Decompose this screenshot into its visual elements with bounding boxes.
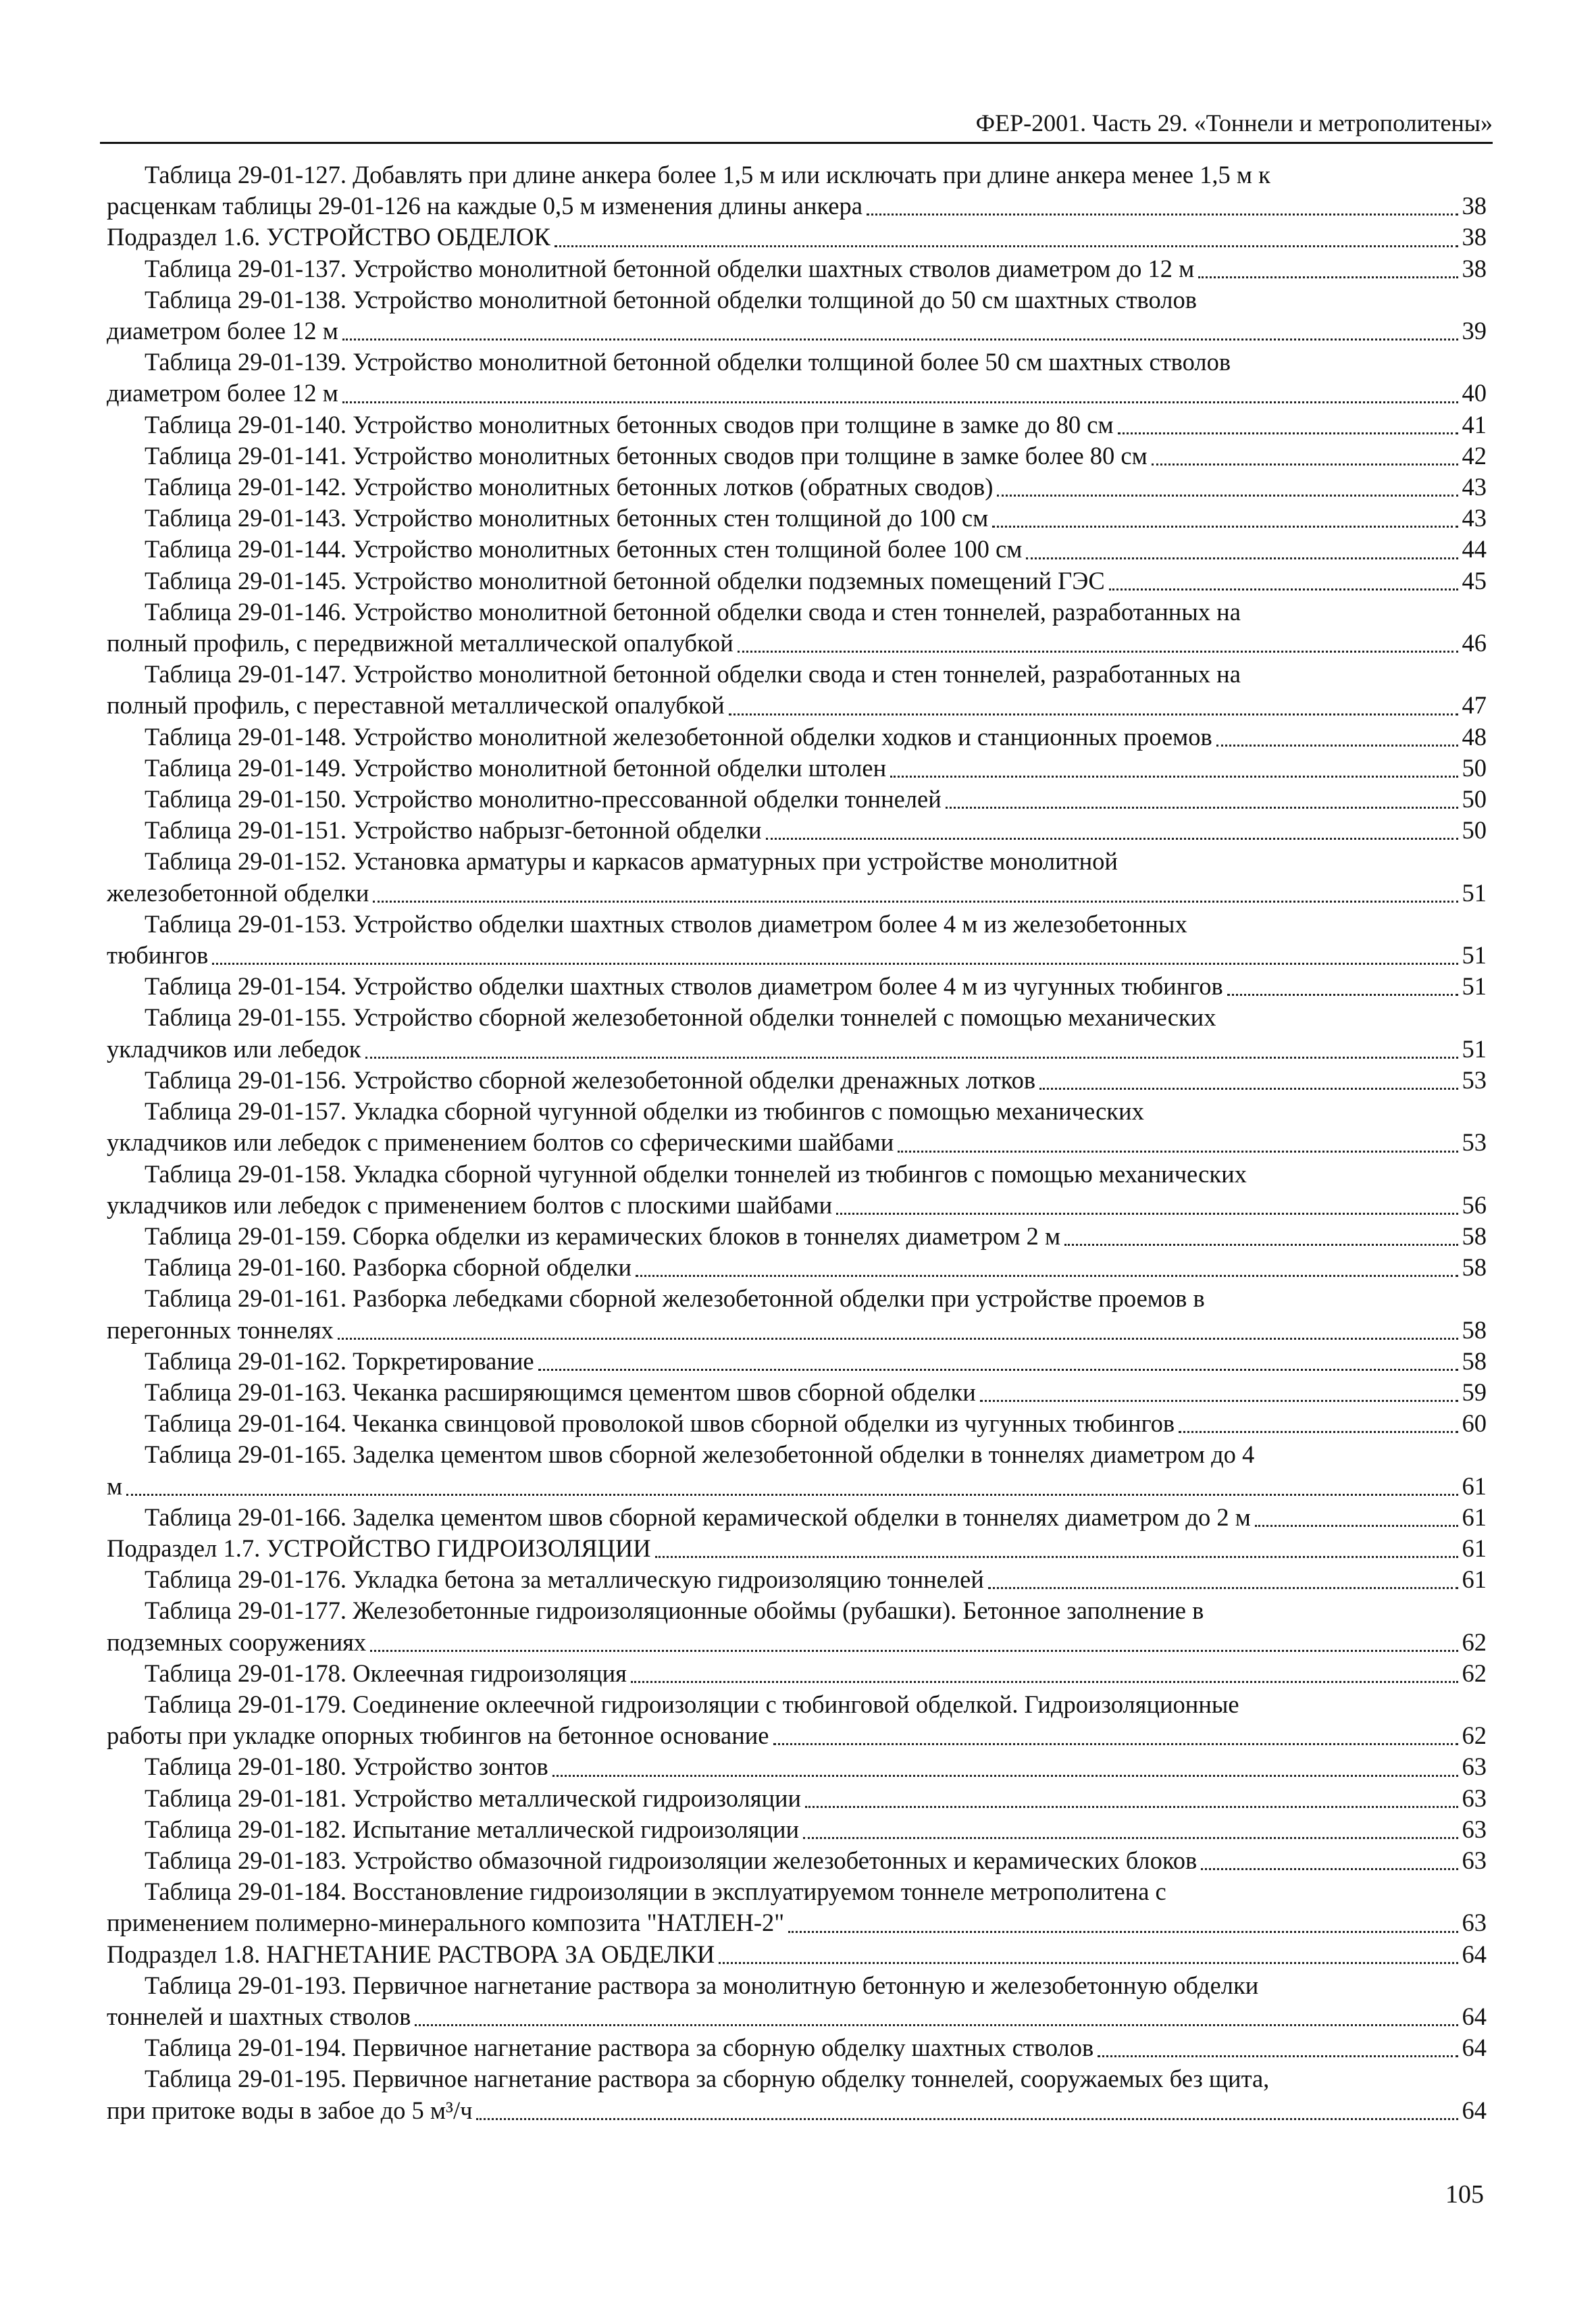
toc-subsection-entry	[107, 1533, 1487, 1564]
toc-page-number: 64	[1462, 1940, 1487, 1968]
dot-leader	[1198, 276, 1458, 278]
toc-table-entry	[107, 1408, 1487, 1439]
dot-leader	[342, 401, 1458, 403]
toc-page-number: 56	[1462, 1190, 1487, 1219]
toc-entry-text: м	[107, 1472, 123, 1500]
toc-table-entry	[107, 1096, 1487, 1158]
toc-entry-text: диаметром более 12 м	[107, 317, 338, 345]
toc-table-entry	[107, 1876, 1487, 1938]
toc-table-entry	[107, 441, 1487, 472]
toc-entry-text: Таблица 29-01-144. Устройство монолитных бетонных стен толщиной более 100 см	[145, 535, 1023, 563]
toc-entry-text: Таблица 29-01-163. Чеканка расширяющимся цементом швов сборной обделки	[145, 1378, 976, 1406]
toc-entry-text: при притоке воды в забое до 5 м³/ч	[107, 2096, 473, 2124]
toc-entry-text: Таблица 29-01-154. Устройство обделки шахтных стволов диаметром более 4 м из чугунных тюбингов	[145, 972, 1223, 1001]
toc-table-entry	[107, 784, 1487, 815]
toc-entry-text: Таблица 29-01-156. Устройство сборной железобетонной обделки дренажных лотков	[145, 1065, 1036, 1094]
toc-entry-text: работы при укладке опорных тюбингов на бетонное основание	[107, 1721, 769, 1750]
toc-table-entry	[107, 409, 1487, 441]
toc-table-entry	[107, 1252, 1487, 1283]
toc-entry-text: Таблица 29-01-162. Торкретирование	[145, 1347, 534, 1375]
toc-entry-text: подземных сооружениях	[107, 1628, 367, 1656]
toc-entry-text: диаметром более 12 м	[107, 379, 338, 407]
toc-page-number: 46	[1462, 629, 1487, 657]
toc-table-entry	[107, 1658, 1487, 1689]
toc-page-number: 64	[1462, 2096, 1487, 2124]
toc-entry-text: Таблица 29-01-180. Устройство зонтов	[145, 1753, 548, 1781]
toc-page-number: 58	[1462, 1253, 1487, 1282]
dot-leader	[738, 651, 1458, 653]
toc-table-entry	[107, 1221, 1487, 1252]
toc-entry-text: Таблица 29-01-150. Устройство монолитно-прессованной обделки тоннелей	[145, 785, 942, 813]
toc-page-number: 45	[1462, 566, 1487, 595]
toc-subsection-entry	[107, 1939, 1487, 1970]
dot-leader	[946, 807, 1458, 809]
toc-entry-text: Таблица 29-01-140. Устройство монолитных бетонных сводов при толщине в замке до 80 см	[145, 410, 1114, 438]
dot-leader	[365, 1057, 1458, 1059]
toc-table-entry	[107, 1970, 1487, 2032]
toc-subsection-entry	[107, 222, 1487, 253]
toc-page-number: 43	[1462, 473, 1487, 501]
toc-page-number: 63	[1462, 1815, 1487, 1843]
toc-entry-text: Таблица 29-01-181. Устройство металлической гидроизоляции	[145, 1784, 802, 1812]
toc-entry-text: применением полимерно-минерального композита "НАТЛЕН-2"	[107, 1909, 785, 1937]
dot-leader	[342, 338, 1458, 341]
toc-table-entry	[107, 815, 1487, 846]
toc-entry-text: Таблица 29-01-142. Устройство монолитных бетонных лотков (обратных сводов)	[145, 473, 994, 501]
dot-leader	[370, 1650, 1458, 1652]
toc-entry-text: Таблица 29-01-160. Разборка сборной обделки	[145, 1253, 632, 1282]
dot-leader	[766, 838, 1458, 840]
toc-table-entry	[107, 1346, 1487, 1377]
dot-leader	[719, 1962, 1458, 1964]
toc-entry-text: Таблица 29-01-194. Первичное нагнетание раствора за сборную обделку шахтных стволов	[145, 2034, 1094, 2062]
toc-entry-text: Таблица 29-01-177. Железобетонные гидроизоляционные обоймы (рубашки). Бетонное заполнение в	[145, 1596, 1204, 1625]
toc-table-entry	[107, 1065, 1487, 1096]
dot-leader	[1227, 994, 1458, 996]
toc-entry-text: Таблица 29-01-146. Устройство монолитной бетонной обделки свода и стен тоннелей, разработанных на	[145, 597, 1241, 626]
toc-table-entry	[107, 1814, 1487, 1845]
toc-entry-text: расценкам таблицы 29-01-126 на каждые 0,5 м изменения длины анкера	[107, 192, 863, 220]
toc-entry-text: Таблица 29-01-193. Первичное нагнетание раствора за монолитную бетонную и железобетонную обделки	[145, 1971, 1259, 1999]
toc-entry-text: Таблица 29-01-139. Устройство монолитной бетонной обделки толщиной более 50 см шахтных стволов	[145, 348, 1231, 376]
toc-table-entry	[107, 2063, 1487, 2126]
toc-page-number: 58	[1462, 1315, 1487, 1344]
dot-leader	[805, 1806, 1458, 1808]
dot-leader	[126, 1494, 1458, 1496]
dot-leader	[1026, 557, 1458, 559]
dot-leader	[988, 1587, 1458, 1589]
toc-table-entry	[107, 1439, 1487, 1501]
toc-entry-text: перегонных тоннелях	[107, 1315, 334, 1344]
toc-table-entry	[107, 753, 1487, 784]
toc-page-number: 38	[1462, 223, 1487, 251]
toc-entry-text: укладчиков или лебедок с применением болтов со сферическими шайбами	[107, 1128, 894, 1157]
toc-table-entry	[107, 1502, 1487, 1533]
toc-table-entry	[107, 347, 1487, 409]
toc-entry-text: Таблица 29-01-161. Разборка лебедками сборной железобетонной обделки при устройстве проемов в	[145, 1284, 1205, 1313]
dot-leader	[788, 1931, 1458, 1933]
dot-leader	[1064, 1244, 1458, 1246]
header-rule	[100, 142, 1493, 144]
toc-table-entry	[107, 159, 1487, 222]
toc-page-number: 50	[1462, 816, 1487, 845]
dot-leader	[1118, 432, 1458, 434]
toc-page-number: 62	[1462, 1721, 1487, 1750]
toc-entry-text: Таблица 29-01-166. Заделка цементом швов сборной керамической обделки в тоннелях диаметром до 2 м	[145, 1503, 1251, 1531]
toc-entry-text: Таблица 29-01-183. Устройство обмазочной гидроизоляции железобетонных и керамических блоков	[145, 1846, 1198, 1874]
dot-leader	[476, 2118, 1458, 2120]
toc-page-number: 58	[1462, 1222, 1487, 1250]
dot-leader	[1152, 463, 1458, 466]
toc-table-entry	[107, 971, 1487, 1002]
toc-table-entry	[107, 2032, 1487, 2063]
toc-table-entry	[107, 597, 1487, 659]
toc-entry-text: Таблица 29-01-176. Укладка бетона за металлическую гидроизоляцию тоннелей	[145, 1565, 984, 1594]
toc-page-number: 63	[1462, 1753, 1487, 1781]
toc-entry-text: Таблица 29-01-184. Восстановление гидроизоляции в эксплуатируемом тоннеле метрополитена с	[145, 1878, 1166, 1906]
toc-entry-text: Таблица 29-01-153. Устройство обделки шахтных стволов диаметром более 4 м из железобетонных	[145, 909, 1187, 938]
toc-table-entry	[107, 472, 1487, 503]
dot-leader	[538, 1369, 1458, 1371]
toc-table-entry	[107, 1595, 1487, 1657]
dot-leader	[898, 1151, 1458, 1153]
toc-page-number: 62	[1462, 1659, 1487, 1687]
running-header: ФЕР-2001. Часть 29. «Тоннели и метрополитены»	[975, 109, 1493, 136]
toc-entry-text: Таблица 29-01-157. Укладка сборной чугунной обделки из тюбингов с помощью механических	[145, 1097, 1144, 1126]
toc-entry-text: полный профиль, с переставной металлической опалубкой	[107, 691, 725, 720]
dot-leader	[803, 1837, 1458, 1839]
toc-page-number: 61	[1462, 1503, 1487, 1531]
dot-leader	[1255, 1525, 1458, 1527]
toc-page-number: 53	[1462, 1065, 1487, 1094]
dot-leader	[836, 1213, 1458, 1215]
dot-leader	[773, 1743, 1458, 1745]
toc-entry-text: железобетонной обделки	[107, 878, 369, 907]
toc-entry-text: Таблица 29-01-195. Первичное нагнетание раствора за сборную обделку тоннелей, сооружаемых без щита,	[145, 2065, 1270, 2093]
toc-table-entry	[107, 1845, 1487, 1876]
toc-table-entry	[107, 1689, 1487, 1751]
dot-leader	[1179, 1431, 1458, 1433]
dot-leader	[997, 495, 1458, 497]
toc-entry-text: Таблица 29-01-147. Устройство монолитной бетонной обделки свода и стен тоннелей, разработанных на	[145, 660, 1241, 688]
toc-page-number: 63	[1462, 1846, 1487, 1874]
toc-table-entry	[107, 1783, 1487, 1814]
toc-page-number: 53	[1462, 1128, 1487, 1157]
toc-table-entry	[107, 565, 1487, 597]
toc-page-number: 62	[1462, 1628, 1487, 1656]
toc-page-number: 38	[1462, 254, 1487, 282]
toc-table-entry	[107, 659, 1487, 721]
toc-entry-text: тюбингов	[107, 941, 209, 970]
toc-table-entry	[107, 1751, 1487, 1782]
toc-table-entry	[107, 284, 1487, 347]
toc-page-number: 61	[1462, 1534, 1487, 1562]
toc-entry-text: Таблица 29-01-155. Устройство сборной железобетонной обделки тоннелей с помощью механических	[145, 1003, 1216, 1032]
toc-page-number: 61	[1462, 1565, 1487, 1594]
page-number: 105	[1445, 2180, 1484, 2209]
toc-table-entry	[107, 1002, 1487, 1064]
toc-page-number: 50	[1462, 753, 1487, 782]
toc-entry-text: Подраздел 1.7. УСТРОЙСТВО ГИДРОИЗОЛЯЦИИ	[107, 1534, 651, 1562]
toc-entry-text: Таблица 29-01-148. Устройство монолитной железобетонной обделки ходков и станционных проемов	[145, 722, 1212, 751]
toc-page-number: 58	[1462, 1347, 1487, 1375]
toc-entry-text: Таблица 29-01-127. Добавлять при длине анкера более 1,5 м или исключать при длине анкера менее 1,5 м к	[145, 161, 1270, 188]
toc-page-number: 51	[1462, 972, 1487, 1001]
toc-page-number: 59	[1462, 1378, 1487, 1406]
toc-entry-text: полный профиль, с передвижной металлической опалубкой	[107, 629, 733, 657]
dot-leader	[980, 1400, 1458, 1402]
toc-page-number: 51	[1462, 941, 1487, 970]
toc-entry-text: Таблица 29-01-165. Заделка цементом швов сборной железобетонной обделки в тоннелях диаметром до 4	[145, 1440, 1255, 1469]
toc-page-number: 47	[1462, 691, 1487, 720]
dot-leader	[212, 963, 1458, 965]
toc-entry-text: укладчиков или лебедок с применением болтов с плоскими шайбами	[107, 1190, 833, 1219]
toc-page-number: 61	[1462, 1472, 1487, 1500]
dot-leader	[1201, 1868, 1458, 1870]
toc-table-entry	[107, 909, 1487, 971]
toc-entry-text: укладчиков или лебедок	[107, 1034, 361, 1063]
toc-entry-text: Таблица 29-01-138. Устройство монолитной бетонной обделки толщиной до 50 см шахтных стволов	[145, 285, 1197, 313]
toc-page-number: 43	[1462, 504, 1487, 532]
toc-page-number: 64	[1462, 2034, 1487, 2062]
toc-entry-text: Подраздел 1.6. УСТРОЙСТВО ОБДЕЛОК	[107, 223, 550, 251]
toc-entry-text: Таблица 29-01-141. Устройство монолитных бетонных сводов при толщине в замке более 80 см	[145, 441, 1148, 470]
toc-entry-text: Таблица 29-01-152. Установка арматуры и каркасов арматурных при устройстве монолитной	[145, 847, 1118, 876]
toc-page-number: 38	[1462, 192, 1487, 220]
dot-leader	[338, 1338, 1458, 1340]
toc-table-entry	[107, 534, 1487, 565]
toc-table-entry	[107, 1159, 1487, 1221]
toc-entry-text: Таблица 29-01-158. Укладка сборной чугунной обделки тоннелей из тюбингов с помощью механических	[145, 1159, 1247, 1188]
toc-page-number: 63	[1462, 1784, 1487, 1812]
dot-leader	[890, 776, 1458, 778]
toc-entry-text: Таблица 29-01-137. Устройство монолитной бетонной обделки шахтных стволов диаметром до 12 м	[145, 254, 1195, 282]
toc-entry-text: Таблица 29-01-179. Соединение оклеечной гидроизоляции с тюбинговой обделкой. Гидроизоляционные	[145, 1690, 1239, 1718]
dot-leader	[1098, 2055, 1458, 2057]
toc-table-entry	[107, 1564, 1487, 1595]
dot-leader	[729, 713, 1458, 715]
toc-entry-text: Таблица 29-01-164. Чеканка свинцовой проволокой швов сборной обделки из чугунных тюбингов	[145, 1409, 1175, 1438]
toc-table-entry	[107, 1377, 1487, 1408]
toc-page-number: 64	[1462, 2002, 1487, 2030]
toc-page-number: 44	[1462, 535, 1487, 563]
toc-table-entry	[107, 503, 1487, 534]
toc-page-number: 60	[1462, 1409, 1487, 1438]
dot-leader	[552, 1775, 1458, 1777]
toc-entry-text: Подраздел 1.8. НАГНЕТАНИЕ РАСТВОРА ЗА ОБДЕЛКИ	[107, 1940, 715, 1968]
toc-entry-text: Таблица 29-01-159. Сборка обделки из керамических блоков в тоннелях диаметром 2 м	[145, 1222, 1061, 1250]
dot-leader	[1039, 1088, 1458, 1090]
toc-table-entry	[107, 722, 1487, 753]
dot-leader	[631, 1681, 1458, 1683]
table-of-contents	[107, 159, 1487, 2126]
dot-leader	[373, 901, 1458, 903]
toc-page-number: 50	[1462, 785, 1487, 813]
dot-leader	[1216, 745, 1458, 747]
dot-leader	[867, 213, 1458, 216]
dot-leader	[555, 245, 1458, 247]
toc-page-number: 41	[1462, 410, 1487, 438]
toc-entry-text: Таблица 29-01-145. Устройство монолитной бетонной обделки подземных помещений ГЭС	[145, 566, 1105, 595]
dot-leader	[655, 1556, 1458, 1558]
toc-entry-text: тоннелей и шахтных стволов	[107, 2002, 411, 2030]
toc-entry-text: Таблица 29-01-182. Испытание металлической гидроизоляции	[145, 1815, 800, 1843]
toc-entry-text: Таблица 29-01-178. Оклеечная гидроизоляция	[145, 1659, 627, 1687]
dot-leader	[415, 2024, 1458, 2026]
toc-page-number: 63	[1462, 1909, 1487, 1937]
toc-page-number: 51	[1462, 1034, 1487, 1063]
dot-leader	[992, 526, 1458, 528]
toc-table-entry	[107, 846, 1487, 908]
toc-entry-text: Таблица 29-01-143. Устройство монолитных бетонных стен толщиной до 100 см	[145, 504, 989, 532]
dot-leader	[636, 1275, 1458, 1277]
toc-table-entry	[107, 1283, 1487, 1345]
toc-page-number: 48	[1462, 722, 1487, 751]
toc-page-number: 40	[1462, 379, 1487, 407]
toc-table-entry	[107, 253, 1487, 284]
toc-page-number: 39	[1462, 317, 1487, 345]
toc-page-number: 42	[1462, 441, 1487, 470]
dot-leader	[1109, 588, 1458, 590]
toc-entry-text: Таблица 29-01-149. Устройство монолитной бетонной обделки штолен	[145, 753, 887, 782]
toc-page-number: 51	[1462, 878, 1487, 907]
toc-entry-text: Таблица 29-01-151. Устройство набрызг-бетонной обделки	[145, 816, 762, 845]
